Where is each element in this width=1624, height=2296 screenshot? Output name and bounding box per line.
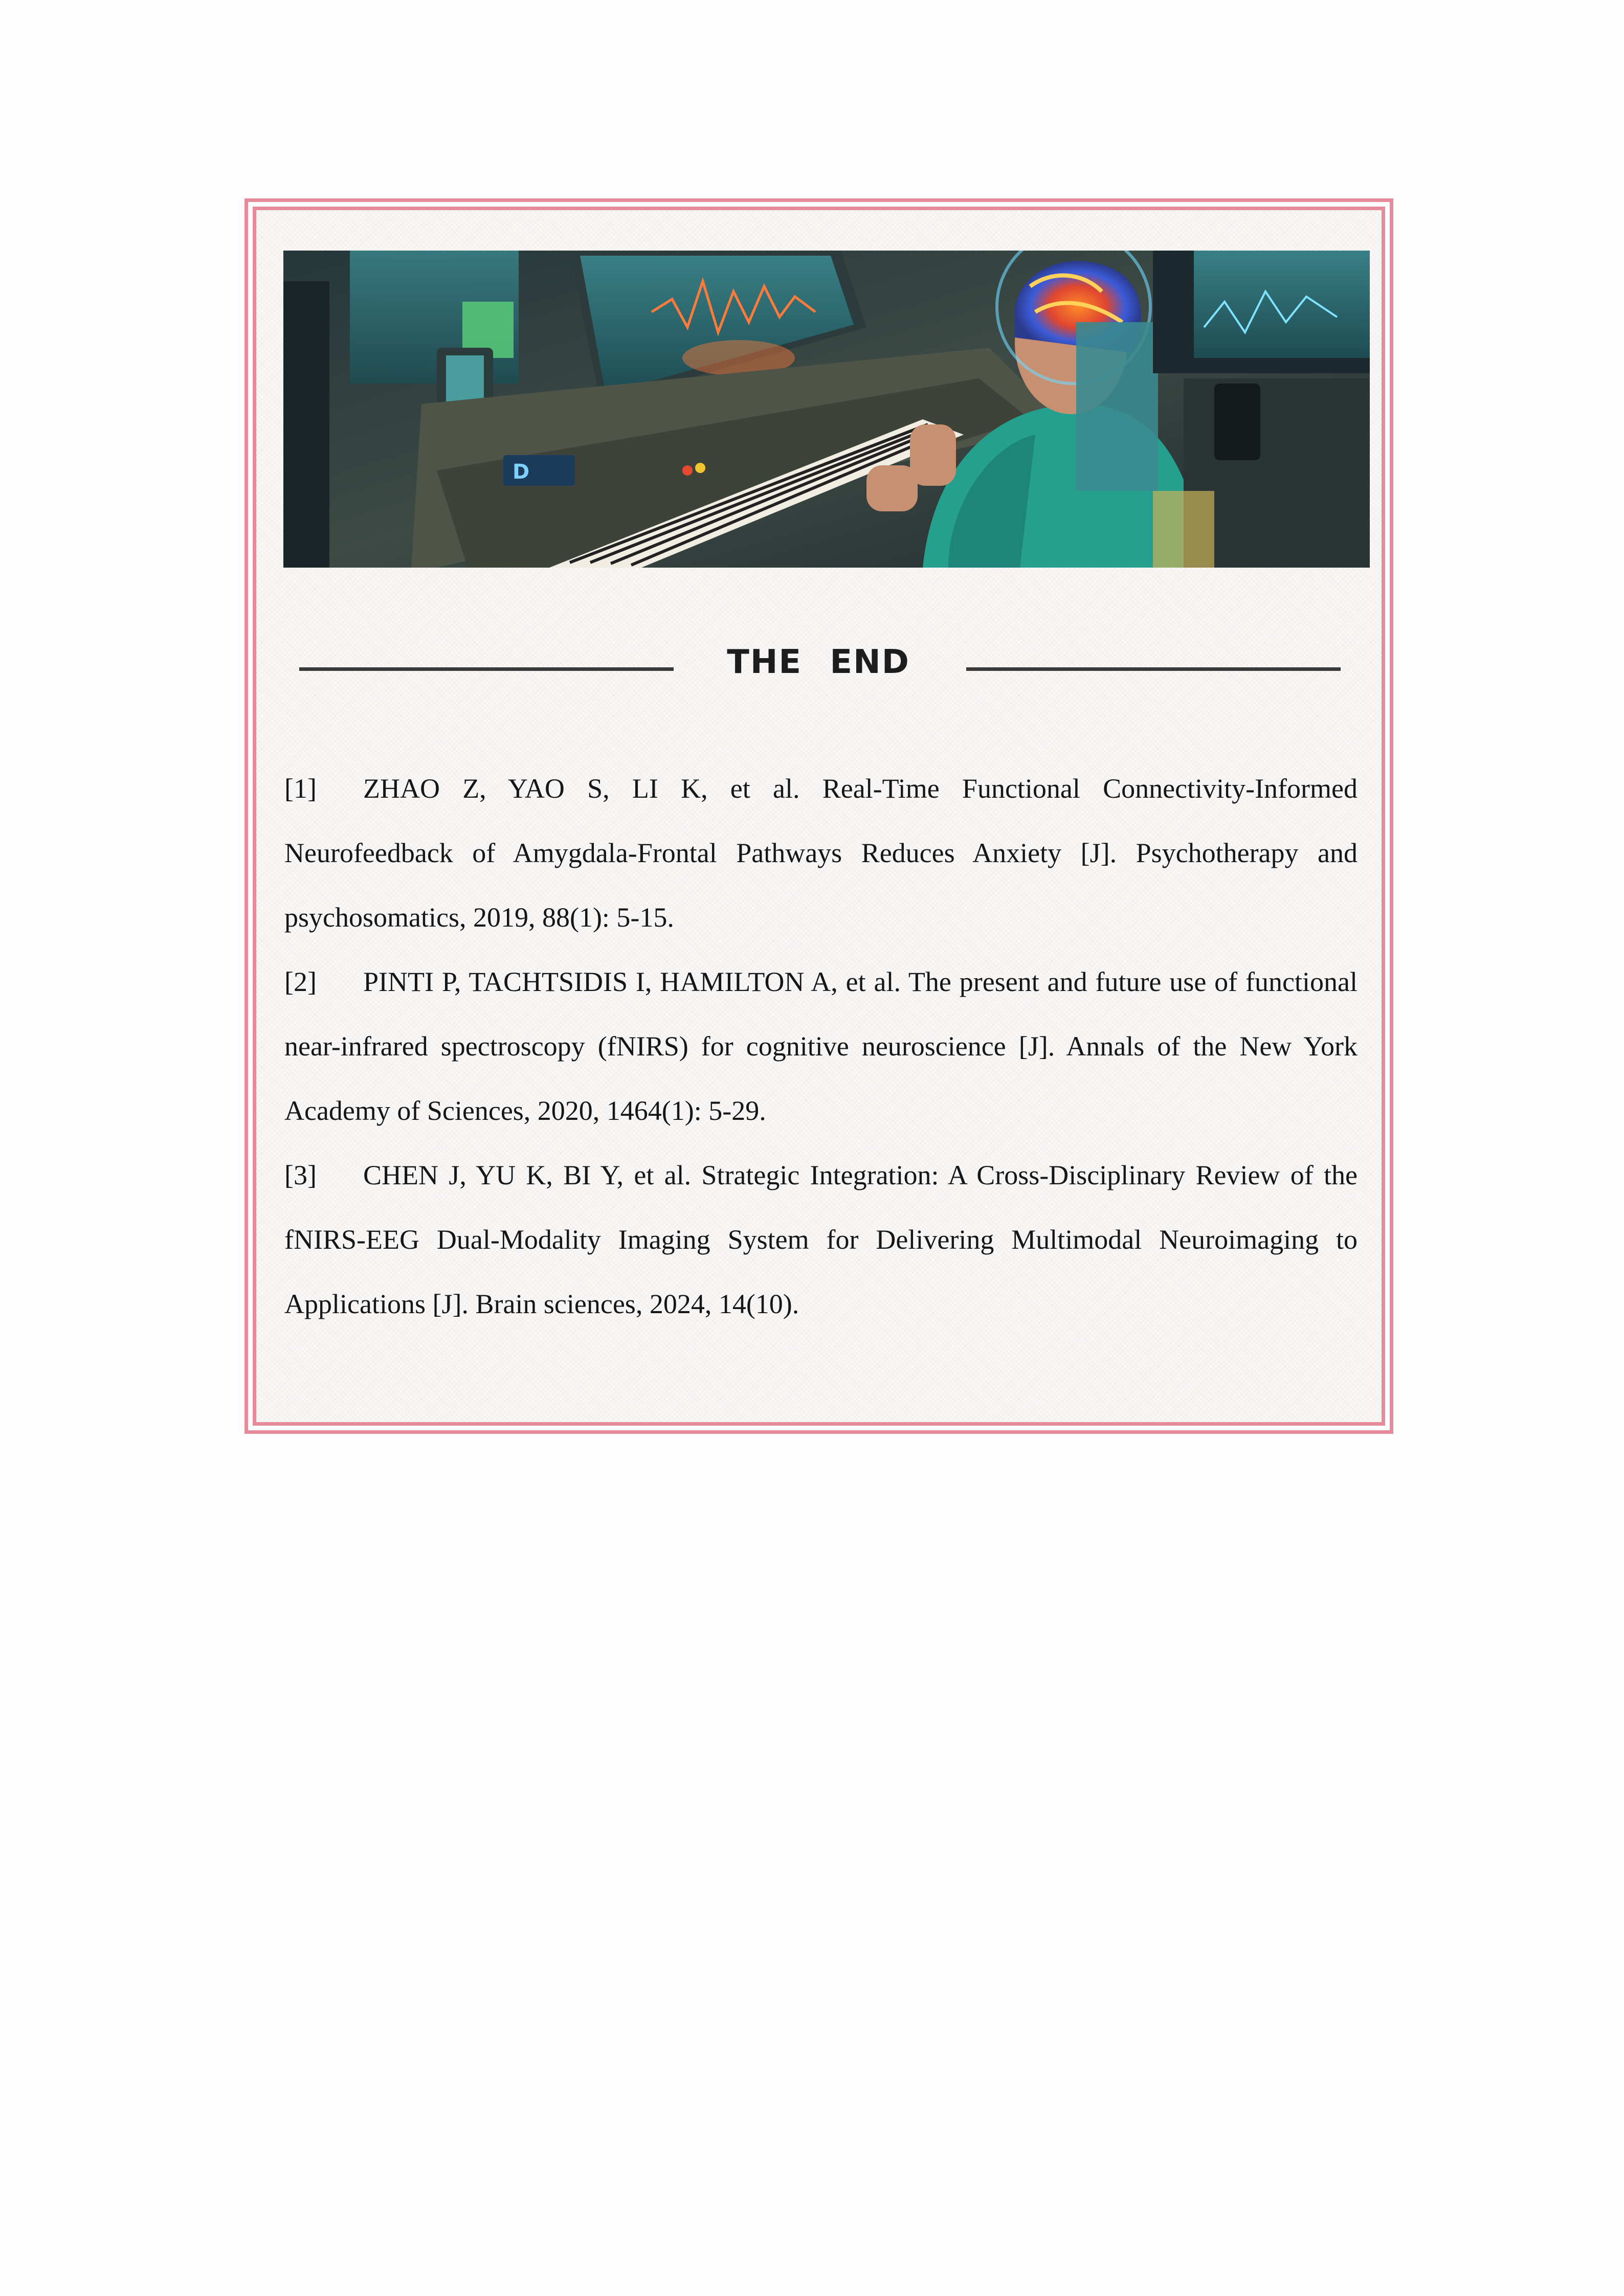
reference-item	[284, 1143, 1358, 1336]
reference-text: PINTI P, TACHTSIDIS I, HAMILTON A, et al. The present and future use of functional near-infrared spectroscopy (fNIRS) for cognitive neuroscience [J]. Annals of the New York Academy of Sciences, 2020, 1464(1): 5-29.	[284, 966, 1358, 1126]
divider-left	[299, 667, 674, 671]
reference-item	[284, 756, 1358, 950]
reference-list	[284, 756, 1358, 1336]
reference-number: [2]	[284, 966, 317, 997]
reference-number: [3]	[284, 1160, 317, 1190]
banner-illustration	[283, 251, 1370, 568]
reference-text: ZHAO Z, YAO S, LI K, et al. Real-Time Functional Connectivity-Informed Neurofeedback of Amygdala-Frontal Pathways Reduces Anxiety [J]. Psychotherapy and psychosomatics, 2019, 88(1): 5-15.	[284, 773, 1358, 933]
section-title: THE END	[727, 643, 910, 681]
svg-text:D: D	[513, 460, 530, 484]
reference-item	[284, 950, 1358, 1143]
reference-text: CHEN J, YU K, BI Y, et al. Strategic Integration: A Cross-Disciplinary Review of the fNIRS-EEG Dual-Modality Imaging System for Delivering Multimodal Neuroimaging to Applications [J]. Brain sciences, 2024, 14(10).	[284, 1160, 1358, 1319]
divider-right	[966, 667, 1341, 671]
reference-number: [1]	[284, 773, 317, 804]
